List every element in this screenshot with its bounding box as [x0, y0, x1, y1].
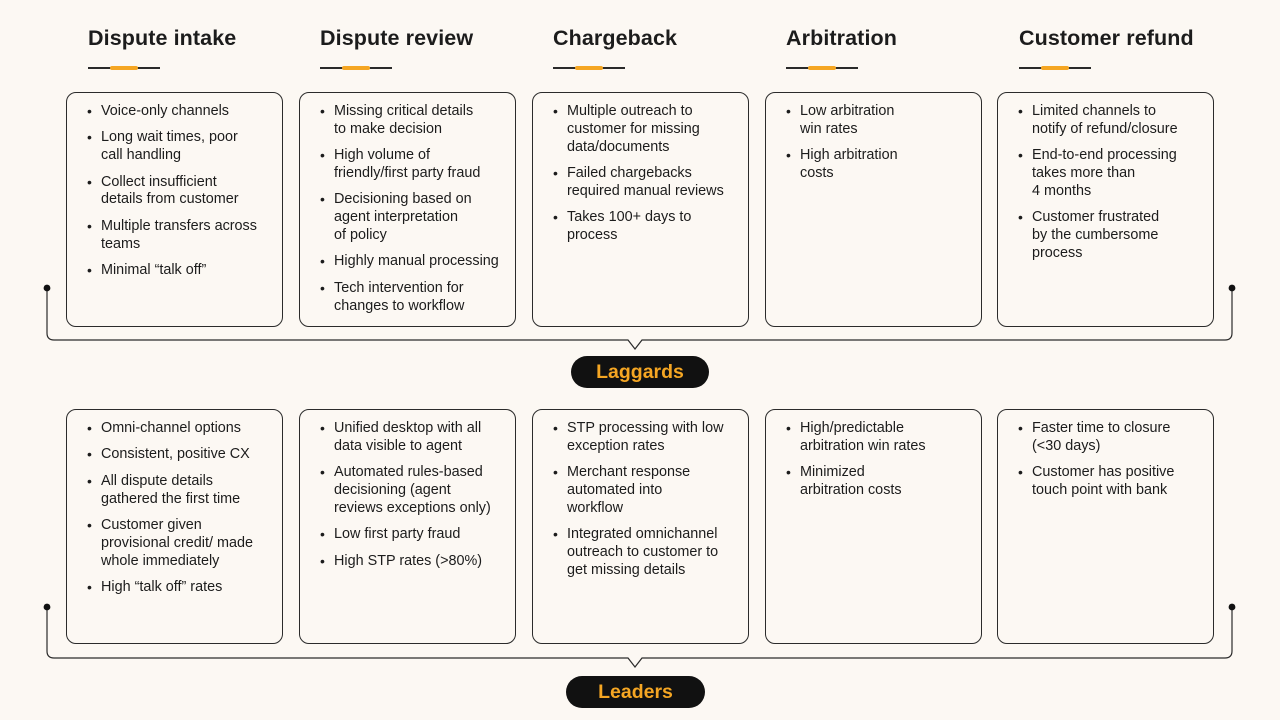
- bullet-item: • Failed chargebacks required manual reviews: [553, 165, 740, 201]
- bullet-item: • Omni-channel options: [87, 420, 274, 438]
- bullet-item: • Integrated omnichannel outreach to customer to get missing details: [553, 526, 740, 579]
- bullet-item: • All dispute details gathered the first time: [87, 473, 274, 509]
- bullet-item: • Takes 100+ days to process: [553, 209, 740, 245]
- bullet-item: • Customer frustrated by the cumbersome process: [1018, 209, 1205, 262]
- leaders-bracket: [47, 607, 1232, 667]
- bullet-item: • Multiple outreach to customer for missing data/documents: [553, 103, 740, 156]
- column-title-arbitration: Arbitration: [786, 26, 897, 50]
- bullet-item: • End-to-end processing takes more than 4 months: [1018, 147, 1205, 200]
- bullet-item: • Faster time to closure (<30 days): [1018, 420, 1205, 456]
- bullet-item: • Customer has positive touch point with bank: [1018, 464, 1205, 500]
- bullet-item: • Unified desktop with all data visible to agent: [320, 420, 507, 456]
- laggards-bracket-right-dot: [1229, 285, 1236, 292]
- leaders-bracket-left-dot: [44, 604, 51, 611]
- leaders-bracket-right-dot: [1229, 604, 1236, 611]
- bullet-item: • Consistent, positive CX: [87, 446, 274, 464]
- bullet-item: • Automated rules-based decisioning (agent reviews exceptions only): [320, 464, 507, 517]
- bullet-item: • Collect insufficient details from customer: [87, 174, 274, 210]
- column-title-customer-refund: Customer refund: [1019, 26, 1194, 50]
- bullet-item: • Minimal “talk off”: [87, 262, 274, 280]
- bullet-item: • Voice-only channels: [87, 103, 274, 121]
- bullet-item: • Decisioning based on agent interpretation of policy: [320, 191, 507, 244]
- laggards-bracket-line: [47, 288, 1232, 349]
- bullet-item: • High “talk off” rates: [87, 579, 274, 597]
- bullet-item: • High volume of friendly/first party fraud: [320, 147, 507, 183]
- bullet-item: • Missing critical details to make decision: [320, 103, 507, 139]
- column-title-dispute-intake: Dispute intake: [88, 26, 237, 50]
- bullet-item: • Highly manual processing: [320, 253, 507, 271]
- bullet-item: • High arbitration costs: [786, 147, 973, 183]
- bullet-item: • Minimized arbitration costs: [786, 464, 973, 500]
- bullet-item: • High STP rates (>80%): [320, 553, 507, 571]
- column-title-dispute-review: Dispute review: [320, 26, 474, 50]
- bullet-item: • Limited channels to notify of refund/closure: [1018, 103, 1205, 139]
- column-title-chargeback: Chargeback: [553, 26, 678, 50]
- bullet-item: • Merchant response automated into workflow: [553, 464, 740, 517]
- laggards-label: Laggards: [571, 356, 709, 388]
- leaders-bracket-line: [47, 607, 1232, 667]
- laggards-bracket-left-dot: [44, 285, 51, 292]
- bullet-item: • STP processing with low exception rates: [553, 420, 740, 456]
- leaders-label: Leaders: [566, 676, 705, 708]
- bullet-item: • Tech intervention for changes to workflow: [320, 280, 507, 316]
- bullet-item: • Multiple transfers across teams: [87, 218, 274, 254]
- bullet-item: • Low arbitration win rates: [786, 103, 973, 139]
- laggards-bracket: [47, 288, 1232, 349]
- bullet-item: • Low first party fraud: [320, 526, 507, 544]
- bullet-item: • High/predictable arbitration win rates: [786, 420, 973, 456]
- bullet-item: • Long wait times, poor call handling: [87, 129, 274, 165]
- bullet-item: • Customer given provisional credit/ made whole immediately: [87, 517, 274, 570]
